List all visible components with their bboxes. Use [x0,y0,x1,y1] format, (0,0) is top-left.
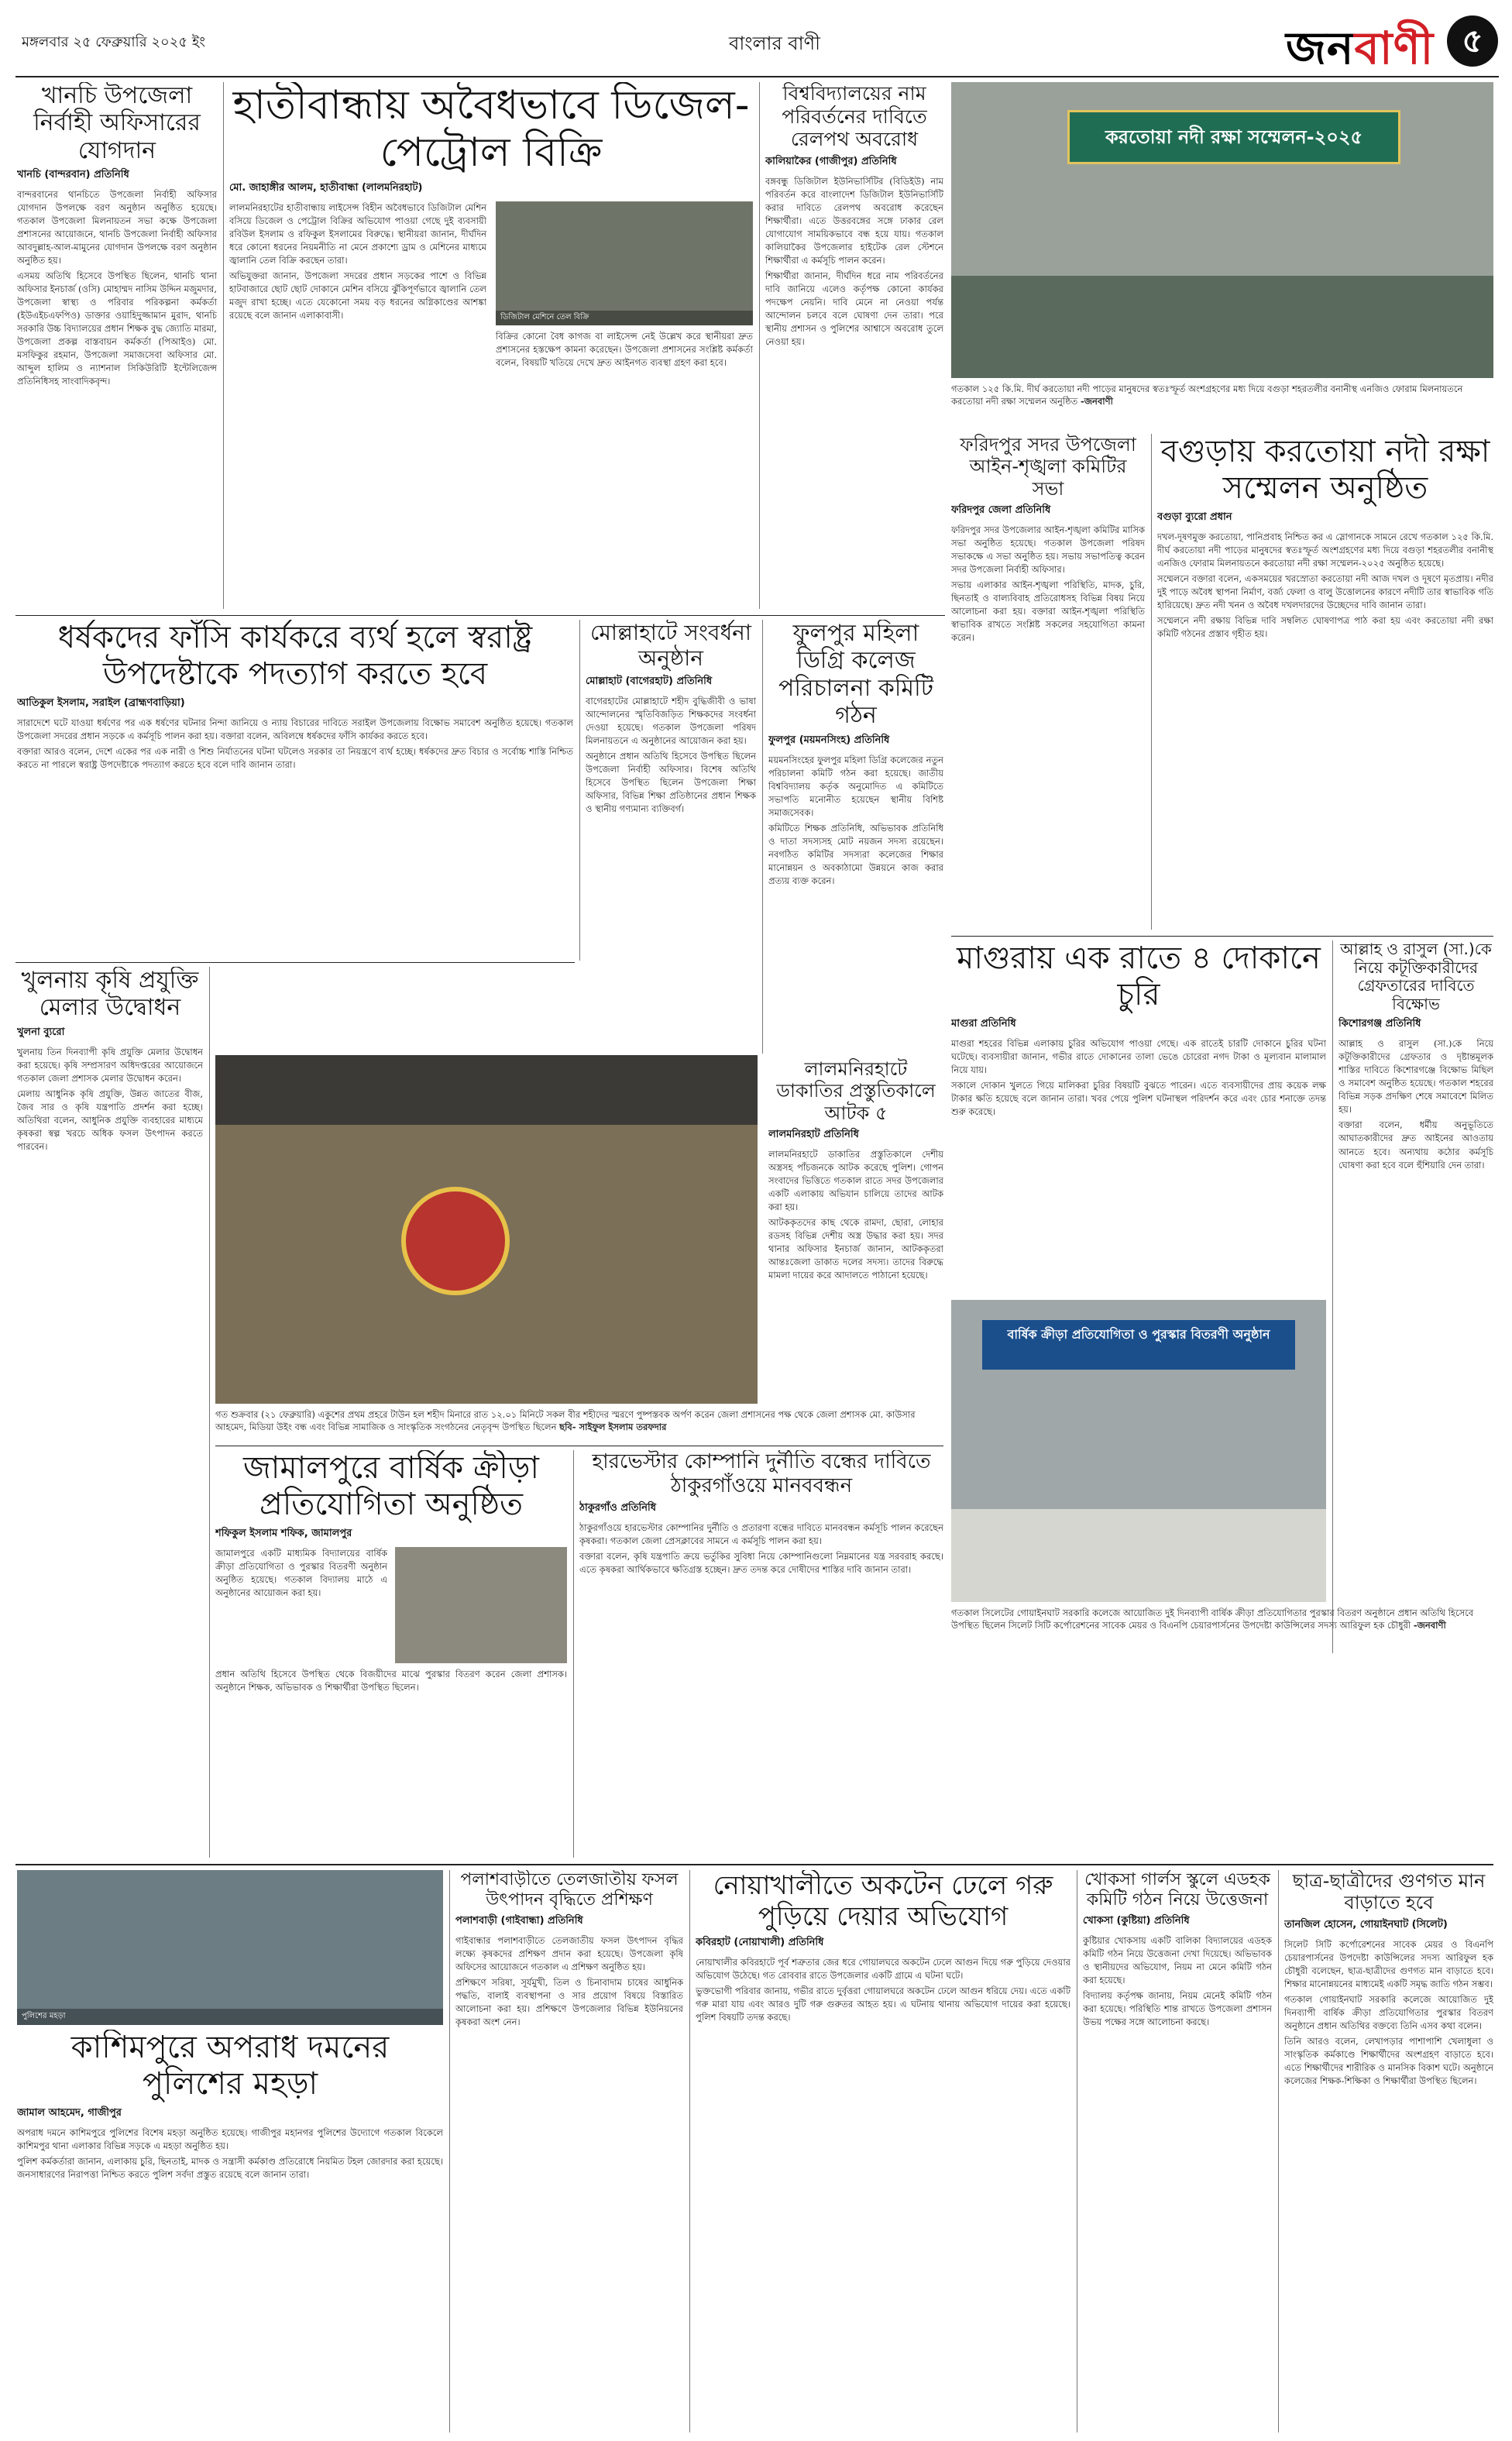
audience-row [951,276,1493,378]
article-body [17,1046,203,1153]
paragraph: বক্তারা আরও বলেন, দেশে একের পর এক নারী ও শিশু নির্যাতনের ঘটনা ঘটলেও সরকার তা নিয়ন্ত্রণে ব্যর্থ হচ্ছে। ধর্ষকদের দ্রুত বিচার ও সর্বোচ্চ শাস্তি নিশ্চিত করতে না পারলে স্বরাষ্ট্র উপদেষ্টাকে পদত্যাগ করতে হবে বলে দাবি জানান তারা। [17,746,573,771]
byline: খোকসা (কুষ্টিয়া) প্রতিনিধি [1083,1914,1190,1927]
row-rule [951,936,1493,937]
headline: পলাশবাড়ীতে তেলজাতীয় ফসল উৎপাদন বৃদ্ধিতে প্রশিক্ষণ [460,1870,679,1910]
article-body [768,1148,943,1282]
section-title: বাংলার বাণী [728,33,821,54]
paragraph: দখল-দূষণমুক্ত করতোয়া, পানিপ্রবাহ নিশ্চিত কর এ স্লোগানকে সামনে রেখে গতকাল ১২৫ কি.মি. দীর্ঘ করতোয়া নদী পাড়ের মানুষদের স্বতঃস্ফূর্ত অংশগ্রহণের মধ্য দিয়ে বগুড়া শহরতলীর বনানীস্থ এনজিও ফোরাম মিলনায়তনে করতোয়া নদী রক্ষা সম্মেলন-২০২৫ অনুষ্ঠিত হয়েছে। [1157,531,1493,569]
byline: কিশোরগঞ্জ প্রতিনিধি [1338,1018,1421,1030]
paragraph: মাগুরা শহরের বিভিন্ন এলাকায় চুরির অভিযোগ পাওয়া গেছে। এক রাতেই চারটি দোকানে চুরির ঘটনা ঘটেছে। ব্যবসায়ীরা জানান, গভীর রাতে দোকানের তালা ভেঙে চোরেরা নগদ টাকা ও মূল্যবান মালামাল নিয়ে যায়। [951,1038,1326,1076]
column-rule [223,82,224,609]
paragraph: সিলেট সিটি কর্পোরেশনের সাবেক মেয়র ও বিএনপি চেয়ারপার্সনের উপদেষ্টা কাউন্সিলের সদস্য আরিফুল হক চৌধুরী বলেছেন, ছাত্র-ছাত্রীদের গুণগত মান বাড়াতে হবে। শিক্ষার মানোন্নয়নের মাধ্যমেই একটি সমৃদ্ধ জাতি গঠন সম্ভব। [1284,1938,1493,1989]
page-number: ৫ [1447,15,1498,67]
conference-banner [1067,110,1400,164]
banner-text: বার্ষিক ক্রীড়া প্রতিযোগিতা ও পুরস্কার বিতরণী অনুষ্ঠান [1007,1327,1270,1342]
paragraph: প্রশিক্ষণে সরিষা, সূর্যমুখী, তিল ও চিনাবাদাম চাষের আধুনিক পদ্ধতি, বালাই ব্যবস্থাপনা ও সার প্রয়োগ বিষয়ে বিস্তারিত আলোচনা করা হয়। প্রশিক্ষণে উপজেলার বিভিন্ন ইউনিয়নের কৃষকরা অংশ নেন। [455,1976,683,2027]
headline: খোকসা গার্লস স্কুলে এডহক কমিটি গঠন নিয়ে উত্তেজনা [1084,1870,1270,1910]
article-hatibandha [229,82,753,609]
paragraph: বক্তারা বলেন, ধর্মীয় অনুভূতিতে আঘাতকারীদের দ্রুত আইনের আওতায় আনতে হবে। অন্যথায় কঠোর কর্মসূচি ঘোষণা করা হবে বলে হুঁশিয়ারি দেন তারা। [1338,1119,1493,1171]
article-body [215,1547,387,1663]
paragraph: সভায় এলাকার আইন-শৃঙ্খলা পরিস্থিতি, মাদক, চুরি, ছিনতাই ও বাল্যবিবাহ প্রতিরোধসহ বিভিন্ন বিষয় নিয়ে আলোচনা করা হয়। বক্তারা আইন-শৃঙ্খলা পরিস্থিতি স্বাভাবিক রাখতে সংশ্লিষ্ট সকলের সহযোগিতা কামনা করেন। [951,579,1145,644]
article-body [579,1521,943,1576]
byline: মোল্লাহাট (বাগেরহাট) প্রতিনিধি [586,676,713,688]
article-jamalpur-sports [215,1450,567,1858]
headline: হারভেস্টার কোম্পানি দুর্নীতি বন্ধের দাবিতে ঠাকুরগাঁওয়ে মানববন্ধন [592,1450,931,1497]
article-lalmonirhat-robbery [768,1058,943,1407]
caption-text: গতকাল সিলেটের গোয়াইনঘাট সরকারি কলেজে আয়োজিত দুই দিনব্যাপী বার্ষিক ক্রীড়া প্রতিযোগিতার পুরস্কার বিতরণ অনুষ্ঠানে প্রধান অতিথি হিসেবে উপস্থিত ছিলেন সিলেট সিটি কর্পোরেশনের সাবেক মেয়র ও বিএনপি চেয়ারপার্সনের উপদেষ্টা কাউন্সিলের সদস্য আরিফুল হক চৌধুরী [951,1607,1474,1631]
headline: হাতীবান্ধায় অবৈধভাবে ডিজেল-পেট্রোল বিক্রি [232,82,750,177]
headline: লালমনিরহাটে ডাকাতির প্রস্তুতিকালে আটক ৫ [776,1058,936,1124]
column-rule [449,1870,450,2432]
paragraph: তিনি আরও বলেন, লেখাপড়ার পাশাপাশি খেলাধুলা ও সাংস্কৃতিক কর্মকাণ্ডে শিক্ষার্থীদের অংশগ্রহণ বাড়াতে হবে। এতে শিক্ষার্থীদের শারীরিক ও মানসিক বিকাশ ঘটে। অনুষ্ঠানে কলেজের শিক্ষক-শিক্ষিকা ও শিক্ষার্থীরা উপস্থিত ছিলেন। [1284,2035,1493,2086]
ceremony-banner [982,1320,1295,1370]
paragraph: ফরিদপুর সদর উপজেলার আইন-শৃঙ্খলা কমিটির মাসিক সভা অনুষ্ঠিত হয়েছে। গতকাল উপজেলা পরিষদ সভাকক্ষে এ সভা অনুষ্ঠিত হয়। সভায় সভাপতিত্ব করেন সদর উপজেলা নির্বাহী অফিসার। [951,524,1145,575]
paragraph: ভুক্তভোগী পরিবার জানায়, গভীর রাতে দুর্বৃত্তরা গোয়ালঘরে অকটেন ঢেলে আগুন ধরিয়ে দেয়। এতে একটি গরু মারা যায় এবং আরও দুটি গরু গুরুতর আহত হয়। এ ঘটনায় থানায় অভিযোগ দায়ের করা হয়েছে। পুলিশ বিষয়টি তদন্ত করছে। [696,1985,1070,2023]
river-conference-photo [951,82,1493,378]
paragraph: এসময় অতিথি হিসেবে উপস্থিত ছিলেন, থানচি থানা অফিসার ইনচার্জ (ওসি) মোহাম্মদ নাসিম উদ্দিন মজুমদার, উপজেলা স্বাস্থ্য ও পরিবার পরিকল্পনা কর্মকর্তা (ইউএইচএফপিও) ডাক্তার ওয়াহিদুজ্জামান মুরাদ, থানচি সরকারি উচ্চ বিদ্যালয়ের প্রধান শিক্ষক বুদ্ধ জ্যোতি মারমা, উপজেলা প্রকল্প বাস্তবায়ন কর্মকর্তা (পিআইও) মো. মসফিকুর রহমান, উপজেলা সমাজসেবা অফিসার মো. আব্দুল হালিম ও ন্যাশনাল সিকিউরিটি ইন্টেলিজেন্স প্রতিনিধিসহ সাংবাদিকবৃন্দ। [17,270,217,387]
paragraph: কমিটিতে শিক্ষক প্রতিনিধি, অভিভাবক প্রতিনিধি ও দাতা সদস্যসহ মোট নয়জন সদস্য রয়েছেন। নবগঠিত কমিটির সদস্যরা কলেজের শিক্ষার মানোন্নয়ন ও অবকাঠামো উন্নয়নে কাজ করার প্রত্যয় ব্যক্ত করেন। [768,822,943,886]
byline: খানচি (বান্দরবান) প্রতিনিধি [17,169,129,181]
headline: নোয়াখালীতে অকটেন ঢেলে গরু পুড়িয়ে দেয়ার অভিযোগ [713,1870,1053,1933]
byline: ঠাকুরগাঁও প্রতিনিধি [579,1502,657,1514]
paragraph: লালমনিরহাটে ডাকাতির প্রস্তুতিকালে দেশীয় অস্ত্রসহ পাঁচজনকে আটক করেছে পুলিশ। গোপন সংবাদের ভিত্তিতে গতকাল রাতে সদর উপজেলার একটি এলাকায় অভিযান চালিয়ে তাদের আটক করা হয়। [768,1148,943,1212]
paragraph: অভিযুক্তরা জানান, উপজেলা সদরের প্রধান সড়কের পাশে ও বিভিন্ন হাটবাজারে ছোট ছোট দোকানে মেশিন বসিয়ে ঝুঁকিপূর্ণভাবে জ্বালানি তেল মজুদ রাখা হচ্ছে। এতে যেকোনো সময় বড় ধরনের অগ্নিকাণ্ডের আশঙ্কা রয়েছে বলে জানান এলাকাবাসী। [229,270,486,321]
byline: বগুড়া ব্যুরো প্রধান [1157,511,1232,524]
byline: শফিকুল ইসলাম শফিক, জামালপুর [215,1528,352,1540]
article-bogura [1157,434,1493,930]
article-palashbari [455,1870,683,2432]
police-drill-photo [17,1870,443,2025]
article-body [1284,1938,1493,2088]
paragraph: সম্মেলনে নদী রক্ষায় বিভিন্ন দাবি সম্বলিত ঘোষণাপত্র পাঠ করা হয় এবং করতোয়া নদী রক্ষা কমিটি গঠনের প্রস্তাব গৃহীত হয়। [1157,615,1493,640]
column-rule [1151,434,1152,930]
byline: লালমনিরহাট প্রতিনিধি [768,1128,859,1140]
logo-left: জন [1286,22,1355,74]
headline: বিশ্ববিদ্যালয়ের নাম পরিবর্তনের দাবিতে রেলপথ অবরোধ [782,82,927,150]
headline: খানচি উপজেলা নির্বাহী অফিসারের যোগদান [33,82,201,164]
paragraph: জামালপুরে একটি মাধ্যমিক বিদ্যালয়ের বার্ষিক ক্রীড়া প্রতিযোগিতা ও পুরস্কার বিতরণী অনুষ্ঠান অনুষ্ঠিত হয়েছে। গতকাল বিদ্যালয় মাঠে এ অনুষ্ঠানের আয়োজন করা হয়। [215,1548,387,1599]
article-kashimpur [17,2030,443,2432]
article-photo [496,201,753,325]
photo-caption [951,1607,1493,1631]
paragraph: ময়মনসিংহের ফুলপুর মহিলা ডিগ্রি কলেজের নতুন পরিচালনা কমিটি গঠন করা হয়েছে। জাতীয় বিশ্ববিদ্যালয় কর্তৃক অনুমোদিত এ কমিটিতে সভাপতি মনোনীত হয়েছেন স্থানীয় বিশিষ্ট সমাজসেবক। [768,754,943,818]
paragraph: বান্দরবানের থানচিতে উপজেলা নির্বাহী অফিসার যোগদান উপলক্ষে বরণ অনুষ্ঠান অনুষ্ঠিত হয়েছে। গতকাল উপজেলা মিলনায়তন সভা কক্ষে উপজেলা প্রশাসনের আয়োজনে, থানচি উপজেলা নির্বাহী অফিসার আবদুল্লাহ-আল-মামুনের যোগদান উপলক্ষে বরণ অনুষ্ঠান অনুষ্ঠিত হয়। [17,189,217,266]
row-rule [15,1864,1493,1865]
byline: পলাশবাড়ী (গাইবান্ধা) প্রতিনিধি [455,1914,583,1927]
byline: মো. জাহাঙ্গীর আলম, হাতীবান্ধা (লালমনিরহাট) [229,181,423,194]
article-phulpur [768,620,943,1054]
byline: মাগুরা প্রতিনিধি [951,1018,1016,1030]
byline: ফরিদপুর জেলা প্রতিনিধি [951,504,1051,516]
article-sarail-protest [17,620,573,961]
byline: কবিরহাট (নোয়াখালী) প্রতিনিধি [696,1937,824,1949]
caption-credit: -জনবাণী [1413,1620,1446,1631]
paragraph: লালমনিরহাটের হাতীবান্ধায় লাইসেন্স বিহীন অবৈধভাবে ডিজিটাল মেশিন বসিয়ে ডিজেল ও পেট্রোল বিক্রির অভিযোগ পাওয়া গেছে দুই ব্যবসায়ী রবিউল ইসলাম ও রফিকুল ইসলামের বিরুদ্ধে। স্থানীয়রা জানান, দীর্ঘদিন ধরে কোনো ধরনের নিয়মনীতি না মেনে প্রকাশ্যে ড্রাম ও মেশিনের মাধ্যমে জ্বালানি তেল বিক্রি করছেন তারা। [229,201,486,266]
byline: আতিকুল ইসলাম, সরাইল (ব্রাহ্মণবাড়িয়া) [17,697,185,710]
article-body [768,754,943,888]
paragraph: সারাদেশে ঘটে যাওয়া ধর্ষণের পর এক ধর্ষণের ঘটনার নিন্দা জানিয়ে ও ন্যায় বিচারের দাবিতে সরাইল উপজেলায় বিক্ষোভ সমাবেশ অনুষ্ঠিত হয়েছে। গতকাল উপজেলা সদরের প্রধান সড়কে এ কর্মসূচি পালন করা হয়। বক্তারা বলেন, অবিলম্বে ধর্ষকদের ফাঁসি কার্যকর করতে হবে। [17,717,573,742]
article-body [1157,531,1493,641]
photo-label: ডিজিটাল মেশিনে তেল বিক্রি [496,311,753,325]
headline: বগুড়ায় করতোয়া নদী রক্ষা সম্মেলন অনুষ্ঠিত [1160,434,1490,507]
byline: তানজিল হোসেন, গোয়াইনঘাট (সিলেট) [1284,1918,1448,1930]
column-rule [573,1450,574,1858]
article-khulna-fair [17,967,203,1389]
article-body [1338,1037,1493,1171]
headline: ছাত্র-ছাত্রীদের গুণগত মান বাড়াতে হবে [1292,1870,1486,1914]
byline: ফুলপুর (ময়মনসিংহ) প্রতিনিধি [768,734,890,746]
headline: কাশিমপুরে অপরাধ দমনের পুলিশের মহড়া [70,2030,390,2102]
photo-caption [215,1408,943,1433]
byline: কালিয়াকৈর (গাজীপুর) প্রতিনিধি [765,155,897,167]
headline: ফরিদপুর সদর উপজেলা আইন-শৃঙ্খলা কমিটির সভা [960,434,1136,500]
paragraph: আটককৃতদের কাছ থেকে রামদা, ছোরা, লোহার রডসহ বিভিন্ন দেশীয় অস্ত্র উদ্ধার করা হয়। সদর থানার অফিসার ইনচার্জ জানান, আটককৃতরা আন্তঃজেলা ডাকাত দলের সদস্য। তাদের বিরুদ্ধে মামলা দায়ের করে আদালতে পাঠানো হয়েছে। [768,1217,943,1281]
paragraph: আল্লাহ ও রাসুল (সা.)কে নিয়ে কটূক্তিকারীদের গ্রেফতার ও দৃষ্টান্তমূলক শাস্তির দাবিতে কিশোরগঞ্জে বিক্ষোভ মিছিল ও সমাবেশ অনুষ্ঠিত হয়েছে। গতকাল শহরের বিভিন্ন সড়ক প্রদক্ষিণ শেষে সমাবেশে মিলিত হয়। [1338,1038,1493,1116]
paragraph: গতকাল গোয়াইনঘাট সরকারি কলেজে আয়োজিত দুই দিনব্যাপী বার্ষিক ক্রীড়া প্রতিযোগিতার পুরস্কার বিতরণ অনুষ্ঠানে প্রধান অতিথির বক্তব্যে তিনি এসব কথা বলেন। [1284,1993,1493,2031]
headline: খুলনায় কৃষি প্রযুক্তি মেলার উদ্বোধন [21,967,199,1022]
article-body-col2 [496,201,753,372]
photo-label: পুলিশের মহড়া [17,2009,443,2025]
paragraph: অপরাধ দমনে কাশিমপুরে পুলিশের বিশেষ মহড়া অনুষ্ঠিত হয়েছে। গাজীপুর মহানগর পুলিশের উদ্যোগে গতকাল বিকেলে কাশিমপুর থানা এলাকার বিভিন্ন সড়কে এ মহড়া অনুষ্ঠিত হয়। [17,2127,443,2152]
article-body [765,175,943,349]
article-thakurgaon [579,1450,943,1858]
paragraph: বিক্রির কোনো বৈধ কাগজ বা লাইসেন্স নেই উল্লেখ করে স্থানীয়রা দ্রুত প্রশাসনের হস্তক্ষেপ কামনা করেছেন। উপজেলা প্রশাসনের সংশ্লিষ্ট কর্মকর্তা বলেন, বিষয়টি খতিয়ে দেখে দ্রুত আইনগত ব্যবস্থা গ্রহণ করা হবে। [496,330,753,368]
paragraph: বঙ্গবন্ধু ডিজিটাল ইউনিভার্সিটির (বিডিইউ) নাম পরিবর্তন করে বাংলাদেশ ডিজিটাল ইউনিভার্সিটি করার দাবিতে রেলপথ অবরোধ করেছেন শিক্ষার্থীরা। এতে উত্তরবঙ্গের সঙ্গে ঢাকার রেল যোগাযোগ সাময়িকভাবে বন্ধ হয়ে যায়। গতকাল কালিয়াকৈর উপজেলার হাইটেক রেল স্টেশনে শিক্ষার্থীরা এ কর্মসূচি পালন করেন। [765,175,943,266]
floral-wreath [401,1187,510,1295]
award-ceremony-photo [951,1300,1326,1602]
paragraph: গাইবান্ধার পলাশবাড়ীতে তেলজাতীয় ফসল উৎপাদন বৃদ্ধির লক্ষ্যে কৃষকদের প্রশিক্ষণ প্রদান করা হয়েছে। উপজেলা কৃষি অফিসের আয়োজনে গতকাল এ প্রশিক্ষণ অনুষ্ঠিত হয়। [455,1934,683,1972]
byline: খুলনা ব্যুরো [17,1026,65,1038]
headline: ফুলপুর মহিলা ডিগ্রি কলেজ পরিচালনা কমিটি গঠন [778,620,933,730]
article-rail-blockade [765,82,943,609]
paragraph: অনুষ্ঠানে প্রধান অতিথি হিসেবে উপস্থিত ছিলেন উপজেলা নির্বাহী অফিসার। বিশেষ অতিথি হিসেবে উপস্থিত ছিলেন উপজেলা শিক্ষা অফিসার, বিভিন্ন শিক্ষা প্রতিষ্ঠানের প্রধান শিক্ষক ও স্থানীয় গণ্যমান্য ব্যক্তিবর্গ। [586,751,756,815]
logo-right: বাণী [1354,22,1435,74]
paragraph: মেলায় আধুনিক কৃষি প্রযুক্তি, উন্নত জাতের বীজ, জৈব সার ও কৃষি যন্ত্রপাতি প্রদর্শন করা হচ্ছে। অতিথিরা বলেন, আধুনিক প্রযুক্তি ব্যবহারের মাধ্যমে কৃষকরা স্বল্প খরচে অধিক ফসল উৎপাদন করতে পারবেন। [17,1088,203,1152]
column-rule [209,967,210,1858]
paragraph: সম্মেলনে বক্তারা বলেন, একসময়ের খরস্রোতা করতোয়া নদী আজ দখল ও দূষণে মৃতপ্রায়। নদীর দুই পাড়ে অবৈধ স্থাপনা নির্মাণ, বর্জ্য ফেলা ও বালু উত্তোলনের কারণে নদীটি তার স্বাভাবিক গতি হারিয়েছে। দ্রুত নদী খনন ও অবৈধ দখলদারদের উচ্ছেদের দাবি জানান তারা। [1157,573,1493,611]
column-rule [1278,1870,1279,2432]
column-rule [689,1870,690,2432]
headline: মাগুরায় এক রাতে ৪ দোকানে চুরি [957,940,1321,1013]
paragraph: বাগেরহাটের মোল্লাহাটে শহীদ বুদ্ধিজীবী ও ভাষা আন্দোলনের স্মৃতিবিজড়িত শিক্ষকদের সংবর্ধনা দেওয়া হয়েছে। গতকাল উপজেলা পরিষদ মিলনায়তনে এ অনুষ্ঠানের আয়োজন করা হয়। [586,696,756,747]
article-body [455,1934,683,2029]
row-rule [15,962,575,963]
article-body [1083,1934,1272,2029]
article-body [951,1037,1326,1119]
paragraph: বিদ্যালয় কর্তৃপক্ষ জানায়, নিয়ম মেনেই কমিটি গঠন করা হয়েছে। পরিস্থিতি শান্ত রাখতে উপজেলা প্রশাসন উভয় পক্ষের সঙ্গে আলোচনা করছে। [1083,1989,1272,2027]
article-body [696,1956,1070,2024]
paragraph: কুষ্টিয়ার খোকসায় একটি বালিকা বিদ্যালয়ের এডহক কমিটি গঠন নিয়ে উত্তেজনা দেখা দিয়েছে। অভিভাবক ও স্থানীয়দের অভিযোগ, নিয়ম না মেনে কমিটি গঠন করা হয়েছে। [1083,1934,1272,1985]
caption-text: গতকাল ১২৫ কি.মি. দীর্ঘ করতোয়া নদী পাড়ের মানুষদের স্বতঃস্ফূর্ত অংশগ্রহণের মধ্য দিয়ে বগুড়া শহরতলীর বনানীস্থ এনজিও ফোরাম মিলনায়তনে করতোয়া নদী রক্ষা সম্মেলন অনুষ্ঠিত [951,383,1463,407]
paragraph: প্রধান অতিথি হিসেবে উপস্থিত থেকে বিজয়ীদের মাঝে পুরস্কার বিতরণ করেন জেলা প্রশাসক। অনুষ্ঠানে শিক্ষক, অভিভাবক ও শিক্ষার্থীরা উপস্থিত ছিলেন। [215,1669,567,1693]
headline: ধর্ষকদের ফাঁসি কার্যকরে ব্যর্থ হলে স্বরাষ্ট্র উপদেষ্টাকে পদত্যাগ করতে হবে [57,620,533,693]
article-body [229,201,486,372]
caption-text: গত শুক্রবার (২১ ফেব্রুয়ারি) একুশের প্রথম প্রহরে টাউন হল শহীদ মিনারে রাত ১২.০১ মিনিটে সকল বীর শহীদের স্মরণে পুষ্পস্তবক অর্পণ করেন জেলা প্রশাসনের পক্ষ থেকে জেলা প্রশাসক মো. কাউসার আহমেদ, মিডিয়া উইং বন্ধ এবং বিভিন্ন সামাজিক ও সাংস্কৃতিক সংগঠনের নেতৃবৃন্দ উপস্থিত ছিলেন [215,1409,916,1433]
article-thanchi [17,82,217,609]
headline: আল্লাহ ও রাসুল (সা.)কে নিয়ে কটূক্তিকারীদের গ্রেফতারের দাবিতে বিক্ষোভ [1340,940,1492,1013]
byline: জামাল আহমেদ, গাজীপুর [17,2107,122,2120]
trophy-table [951,1509,1326,1602]
article-khoksa [1083,1870,1272,2432]
article-noakhali [696,1870,1070,2432]
article-body [17,188,217,388]
column-rule [579,620,580,961]
headline: মোল্লাহাটে সংবর্ধনা অনুষ্ঠান [590,620,751,672]
article-magura-theft [951,940,1326,1294]
shaheed-minar-photo [215,1055,758,1404]
article-goainghat [1284,1870,1493,2432]
article-body [951,524,1145,645]
row-rule [15,615,945,616]
paragraph: পুলিশ কর্মকর্তারা জানান, এলাকায় চুরি, ছিনতাই, মাদক ও সন্ত্রাসী কর্মকাণ্ড প্রতিরোধে নিয়মিত টহল জোরদার করা হয়েছে। জনসাধারণের নিরাপত্তা নিশ্চিত করতে পুলিশ সর্বদা প্রস্তুত রয়েছে বলে জানান তারা। [17,2156,443,2181]
column-rule [1332,940,1333,1653]
article-faridpur [951,434,1145,930]
sports-photo [395,1547,567,1663]
article-body [586,695,756,816]
paragraph: নোয়াখালীর কবিরহাটে পূর্ব শত্রুতার জের ধরে গোয়ালঘরে অকটেন ঢেলে আগুন দিয়ে গরু পুড়িয়ে দেওয়ার অভিযোগ উঠেছে। গত রোববার রাতে উপজেলার একটি গ্রামে এ ঘটনা ঘটে। [696,1957,1070,1982]
article-body [17,717,573,772]
caption-credit: -জনবাণী [1080,396,1113,407]
banner-text: করতোয়া নদী রক্ষা সম্মেলন-২০২৫ [1105,126,1363,148]
paragraph: সকালে দোকান খুলতে গিয়ে মালিকরা চুরির বিষয়টি বুঝতে পারেন। এতে ব্যবসায়ীদের প্রায় কয়েক লক্ষ টাকার ক্ষতি হয়েছে বলে জানান তারা। খবর পেয়ে পুলিশ ঘটনাস্থল পরিদর্শন করে এবং চোর শনাক্তে তদন্ত শুরু করেছে। [951,1080,1326,1118]
article-mollahat [586,620,756,1054]
photo-caption [951,383,1493,407]
paragraph: বক্তারা বলেন, কৃষি যন্ত্রপাতি ক্রয়ে ভর্তুকির সুবিধা নিয়ে কোম্পানিগুলো নিম্নমানের যন্ত্র সরবরাহ করছে। এতে কৃষকরা আর্থিকভাবে ক্ষতিগ্রস্ত হচ্ছেন। দ্রুত তদন্ত করে দোষীদের শাস্তির দাবি জানান তারা। [579,1551,943,1576]
article-kishoreganj [1338,940,1493,1653]
column-rule [762,620,763,1054]
paragraph: শিক্ষার্থীরা জানান, দীর্ঘদিন ধরে নাম পরিবর্তনের দাবি জানিয়ে এলেও কর্তৃপক্ষ কোনো কার্যকর পদক্ষেপ নেয়নি। দাবি মেনে না নেওয়া পর্যন্ত আন্দোলন চলবে বলে ঘোষণা দেন তারা। পরে স্থানীয় প্রশাসন ও পুলিশের আশ্বাসে অবরোধ তুলে নেওয়া হয়। [765,270,943,347]
masthead-rule [15,76,1499,77]
article-body [17,2126,443,2181]
column-rule [759,82,760,609]
night-background [215,1055,758,1125]
article-body-cont [215,1668,567,1694]
headline: জামালপুরে বার্ষিক ক্রীড়া প্রতিযোগিতা অনুষ্ঠিত [242,1450,540,1523]
newspaper-logo [1286,11,1503,73]
issue-date: মঙ্গলবার ২৫ ফেব্রুয়ারি ২০২৫ ইং [22,34,205,50]
caption-credit: ছবি- সাইফুল ইসলাম তরফদার [559,1422,667,1433]
paragraph: খুলনায় তিন দিনব্যাপী কৃষি প্রযুক্তি মেলার উদ্বোধন করা হয়েছে। কৃষি সম্প্রসারণ অধিদপ্তরের আয়োজনে গতকাল জেলা প্রশাসক মেলার উদ্বোধন করেন। [17,1046,203,1084]
paragraph: ঠাকুরগাঁওয়ে হারভেস্টার কোম্পানির দুর্নীতি ও প্রতারণা বন্ধের দাবিতে মানববন্ধন কর্মসূচি পালন করেছেন কৃষকরা। গতকাল জেলা প্রেসক্লাবের সামনে এ কর্মসূচি পালন করা হয়। [579,1522,943,1547]
